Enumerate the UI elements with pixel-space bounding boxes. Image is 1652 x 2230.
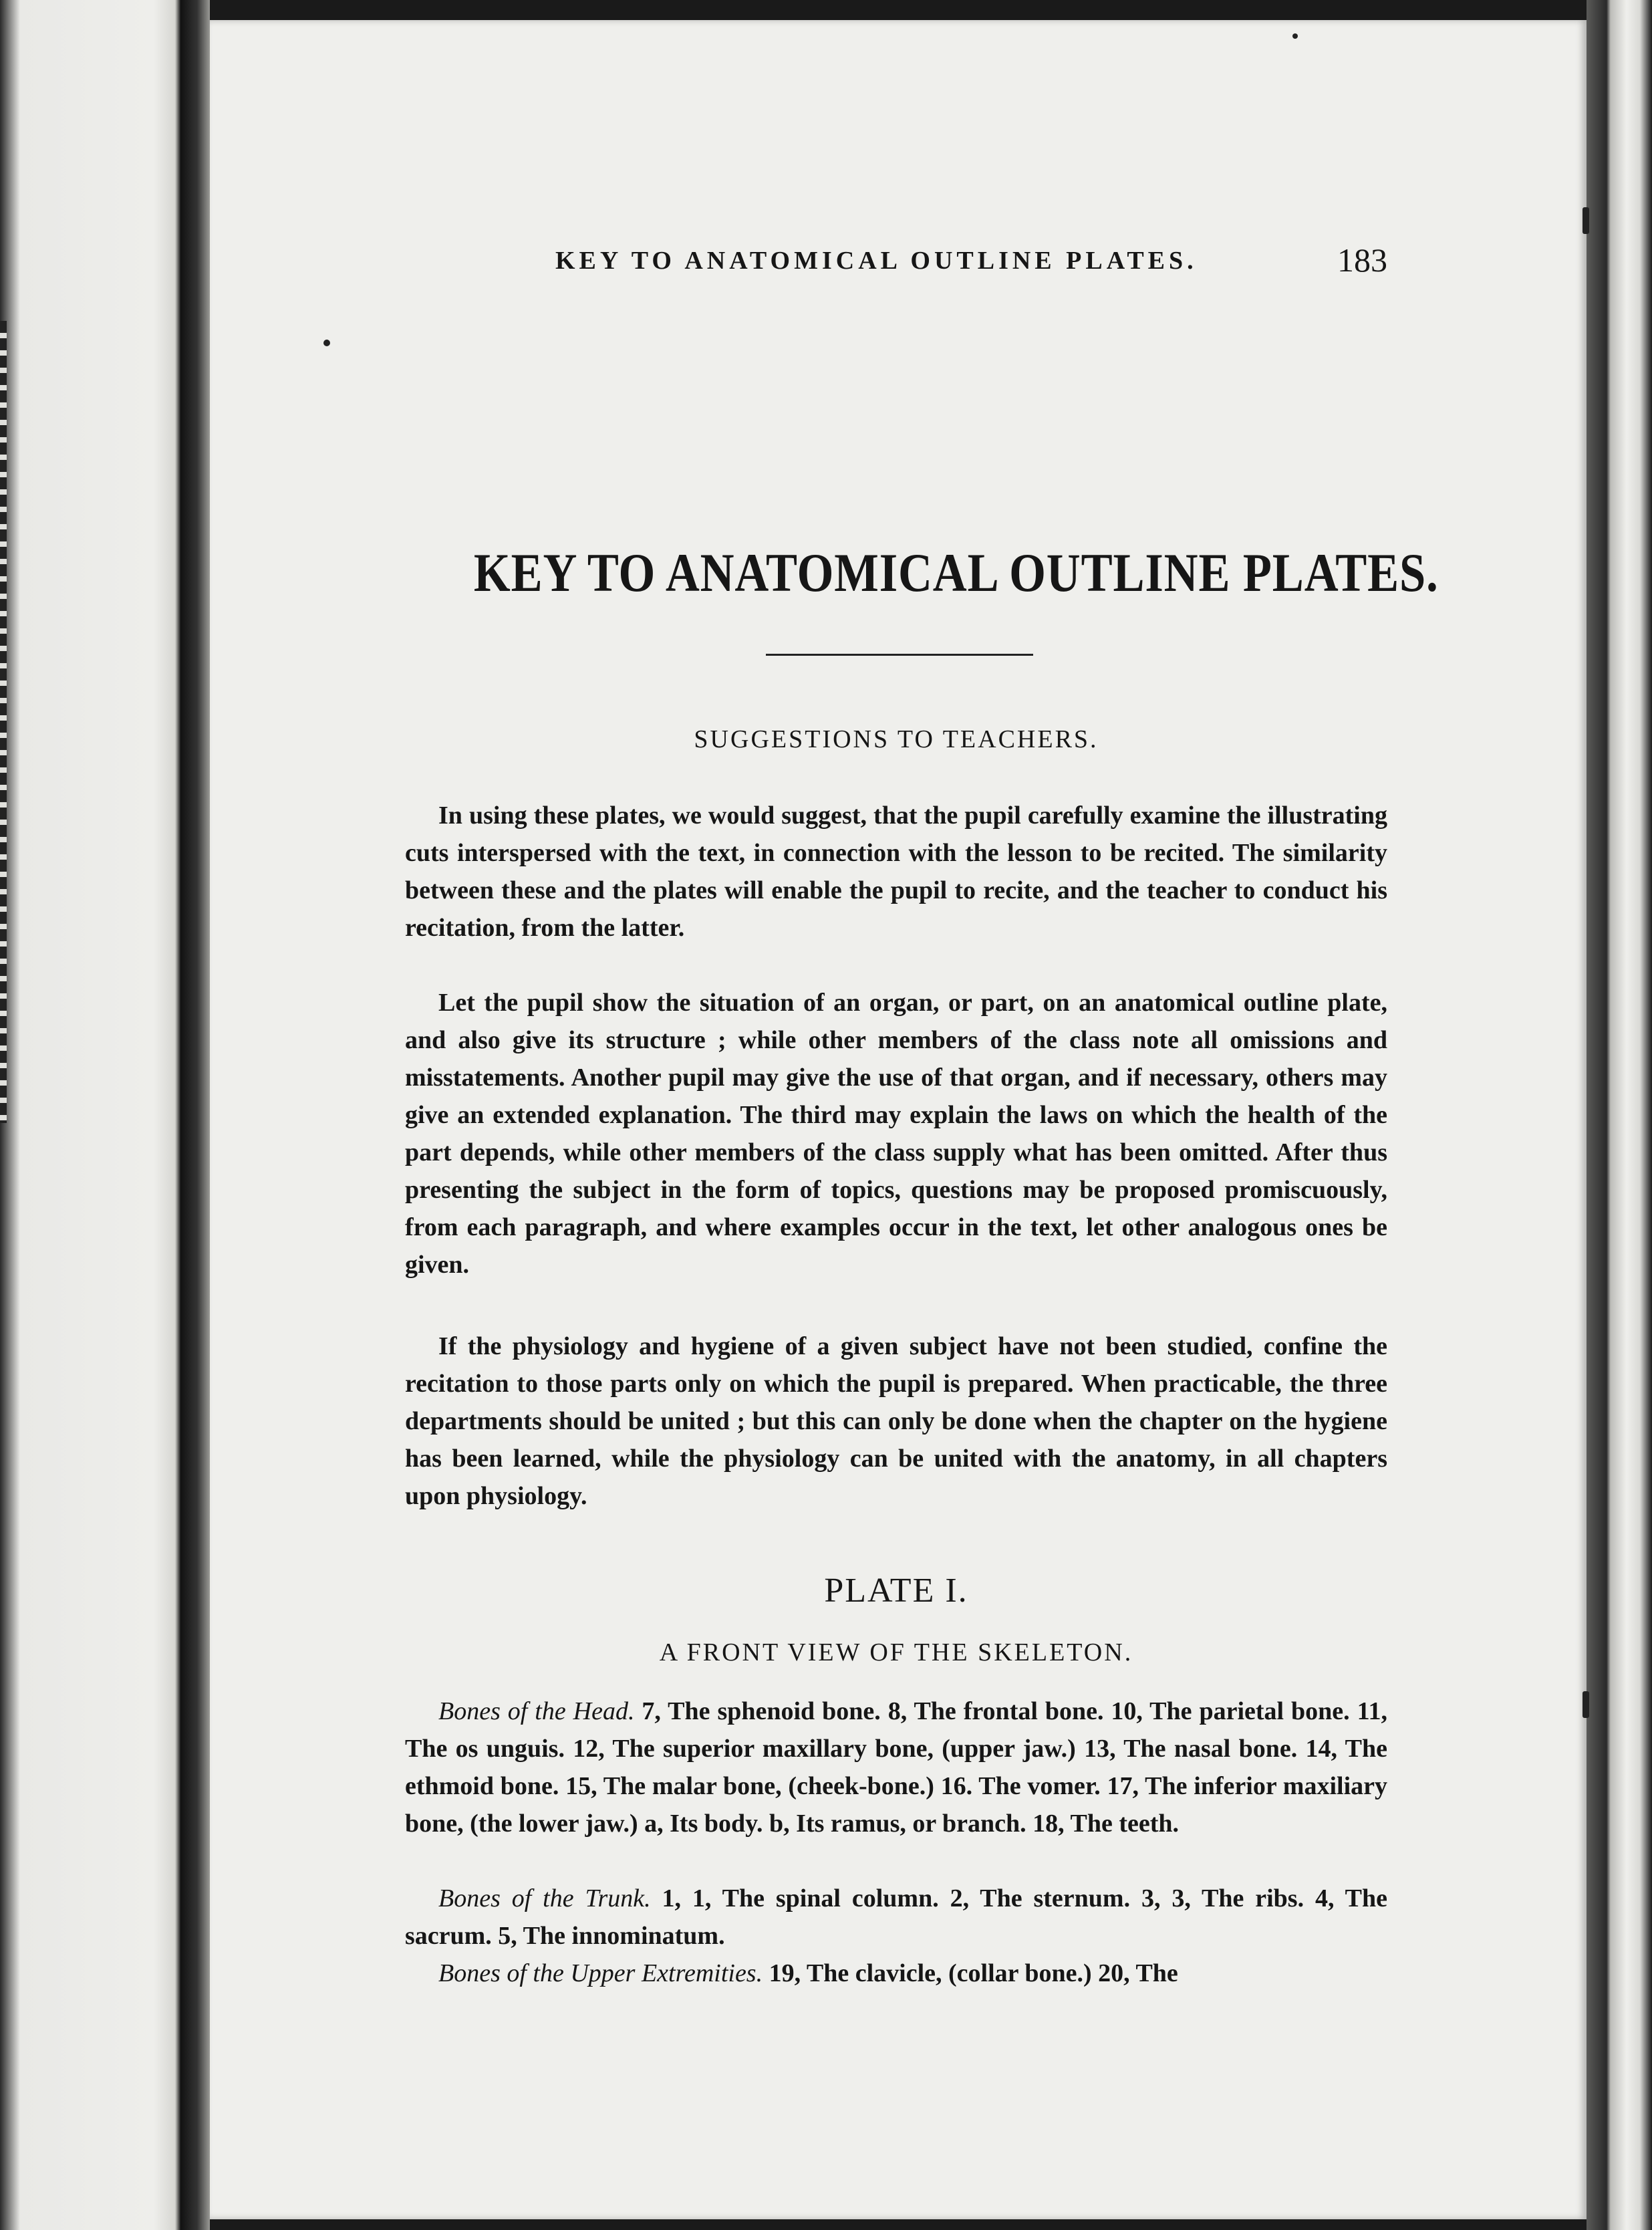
- plate-entry-head: [405, 1693, 1387, 1842]
- main-title: KEY TO ANATOMICAL OUTLINE PLATES.: [473, 542, 1439, 603]
- paragraph-3: [405, 1328, 1387, 1515]
- ink-speck: [1292, 33, 1298, 39]
- page-number: 183: [1337, 241, 1387, 279]
- entry-lead: Bones of the Upper Extremities.: [438, 1959, 763, 1987]
- entry-text: 19, The clavicle, (collar bone.) 20, The: [763, 1959, 1178, 1987]
- plate-entry-upper-extremities: [405, 1955, 1387, 1992]
- paragraph-2: [405, 984, 1387, 1283]
- plate-title: PLATE I.: [824, 1572, 968, 1610]
- paragraph-text: If the physiology and hygiene of a given subject have not been studied, confine the recitation to those parts only on which the pupil is prepared. When practicable, the three departments should be united ; but this can only be done when the chapter on the hygiene has been learned, while the physiology can be united with the anatomy, in all chapters upon physiology.: [405, 1332, 1387, 1510]
- section-heading: SUGGESTIONS TO TEACHERS.: [694, 725, 1099, 753]
- title-rule: [766, 654, 1033, 656]
- entry-text: 1, 1, The spinal column. 2, The sternum. 3, 3, The ribs. 4, The sacrum. 5, The innominatum.: [405, 1884, 1387, 1950]
- spine-strip: [0, 321, 7, 1123]
- paragraph-text: Let the pupil show the situation of an organ, or part, on an anatomical outline plate, and also give its structure ; while other members of the class note all omissions and misstatements. Another pupil may give the use of that organ, and if necessary, others may give an extended explanation. The third may explain the laws on which the health of the part depends, while other members of the class supply what has been omitted. After thus presenting the subject in the form of topics, questions may be proposed promiscuously, from each paragraph, and where examples occur in the text, let other analogous ones be given.: [405, 989, 1387, 1279]
- page-right-edge: [1587, 0, 1652, 2230]
- ink-speck: [323, 340, 330, 346]
- paragraph-1: [405, 797, 1387, 947]
- entry-lead: Bones of the Trunk.: [438, 1884, 651, 1912]
- plate-entry-trunk: [405, 1880, 1387, 1955]
- entry-lead: Bones of the Head.: [438, 1697, 635, 1725]
- paragraph-text: In using these plates, we would suggest, that the pupil carefully examine the illustrating cuts interspersed with the text, in connection with the lesson to be recited. The similarity between these and the plates will enable the pupil to recite, and the teacher to conduct his recitation, from the latter.: [405, 801, 1387, 942]
- ink-speck: [1582, 1691, 1589, 1718]
- book-gutter: [180, 0, 210, 2230]
- running-title: KEY TO ANATOMICAL OUTLINE PLATES.: [555, 247, 1198, 275]
- running-head: [405, 241, 1387, 286]
- previous-page-edge: [0, 0, 180, 2230]
- entry-text: 7, The sphenoid bone. 8, The frontal bone. 10, The parietal bone. 11, The os unguis. 12, The superior maxillary bone, (upper jaw.) 13, The nasal bone. 14, The ethmoid bone. 15, The malar bone, (cheek-bone.) 16. The vomer. 17, The inferior maxiliary bone, (the lower jaw.) a, Its body. b, Its ramus, or branch. 18, The teeth.: [405, 1697, 1387, 1838]
- ink-speck: [1582, 207, 1589, 234]
- plate-subtitle: A FRONT VIEW OF THE SKELETON.: [659, 1638, 1133, 1666]
